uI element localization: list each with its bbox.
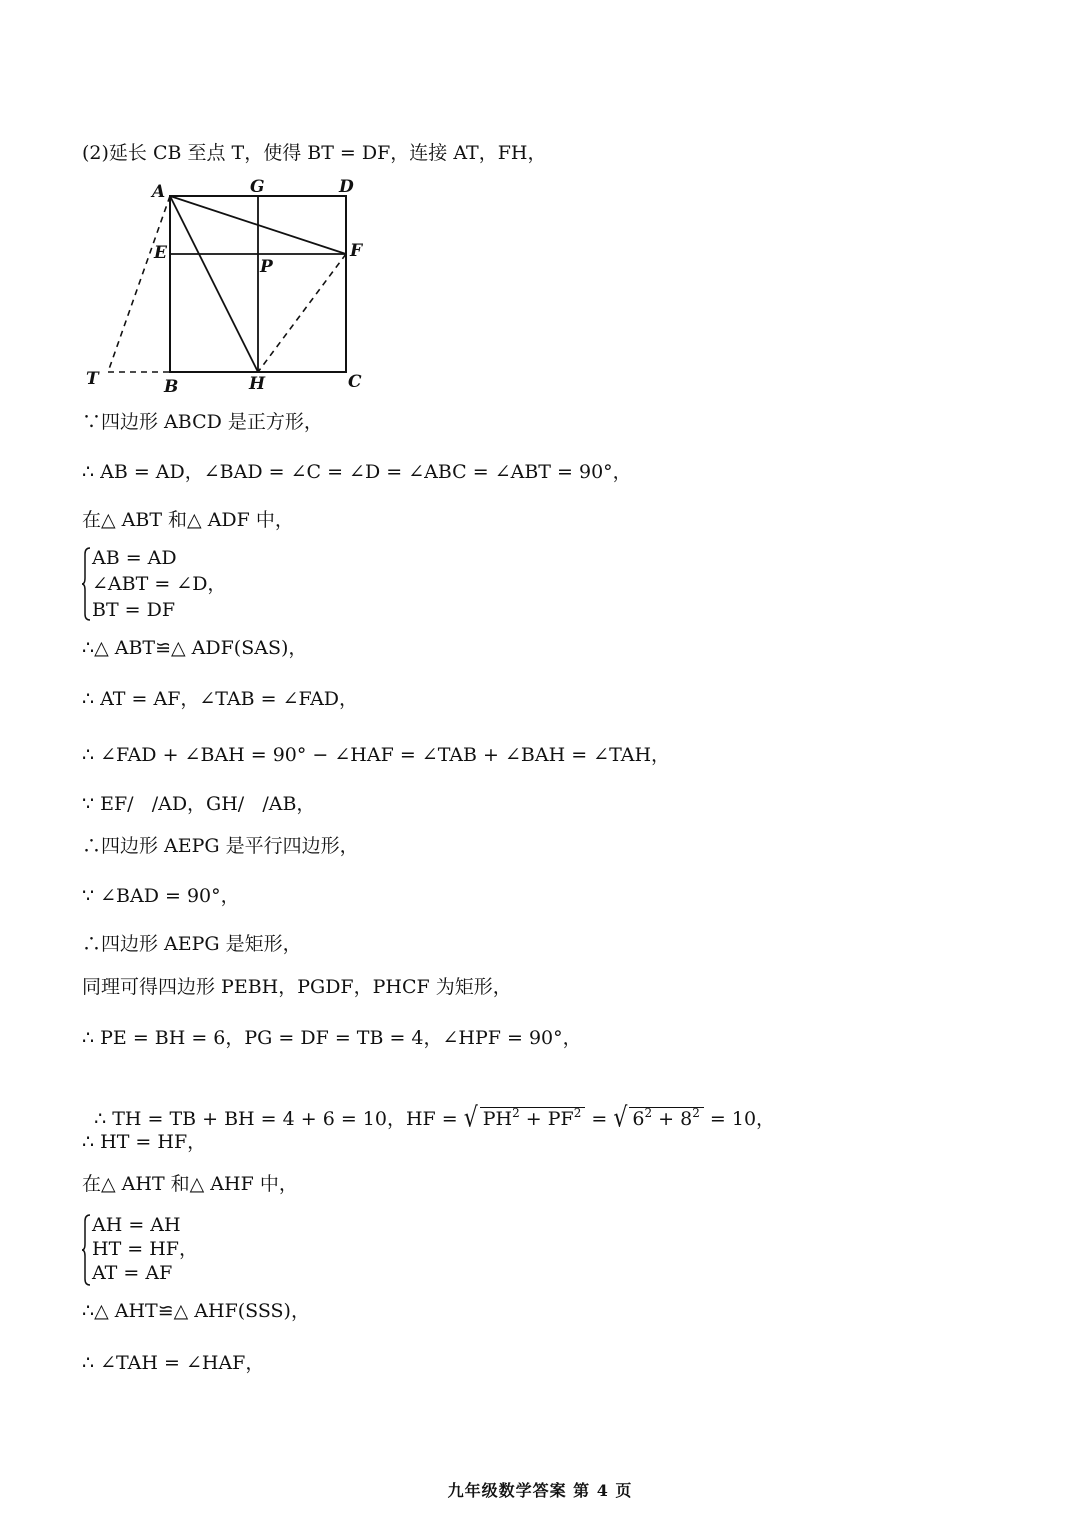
system1-row-3: BT = DF [92, 599, 176, 621]
radicand-2 [629, 1107, 703, 1130]
label-h: H [249, 374, 266, 394]
text-line-12: 同理可得四边形 PEBH，PGDF，PHCF 为矩形， [82, 976, 512, 998]
text-line-16: 在△ AHT 和△ AHF 中， [82, 1173, 298, 1195]
text-line-5: ∴△ ABT≌△ ADF(SAS)， [82, 637, 308, 659]
text-line-11: ∴四边形 AEPG 是矩形， [82, 933, 302, 955]
text-line-15: ∴ HT = HF， [82, 1131, 207, 1153]
segment-at-dashed [108, 196, 170, 372]
text-line-2: ∵四边形 ABCD 是正方形， [82, 411, 323, 433]
rad2-exp-a: 2 [644, 1106, 653, 1120]
rad1-base-a: PH [482, 1108, 513, 1130]
text-line-18: ∴ ∠TAH = ∠HAF， [82, 1352, 265, 1374]
text-line-7: ∴ ∠FAD + ∠BAH = 90° − ∠HAF = ∠TAB + ∠BAH = ∠TAH， [82, 744, 671, 766]
segment-ah [170, 196, 258, 372]
text-line-10: ∵ ∠BAD = 90°， [82, 885, 240, 907]
geometry-figure [82, 172, 382, 402]
text-line-8: ∵ EF/ /AD，GH/ /AB， [82, 793, 316, 815]
text-line-13: ∴ PE = BH = 6，PG = DF = TB = 4，∠HPF = 90°， [82, 1027, 582, 1049]
system2-row-3: AT = AF [92, 1262, 173, 1284]
label-d: D [339, 177, 354, 197]
rad1-exp-a: 2 [512, 1106, 520, 1120]
label-c: C [348, 372, 362, 392]
text-line-14 [82, 1083, 776, 1134]
text-line-4: 在△ ABT 和△ ADF 中， [82, 509, 294, 531]
rad1-exp-b: 2 [573, 1106, 582, 1120]
text-line-17: ∴△ AHT≌△ AHF(SSS)， [82, 1300, 310, 1322]
label-g: G [250, 177, 265, 197]
rad2-plus: + 8 [652, 1108, 693, 1130]
l14-eq: = [585, 1108, 614, 1130]
left-brace-icon [82, 546, 91, 622]
page-footer: 九年级数学答案 第 4 页 [447, 1481, 633, 1500]
system1-row-1: AB = AD [92, 547, 177, 569]
l14-suffix: = 10， [703, 1108, 776, 1130]
system1-row-2: ∠ABT = ∠D， [92, 573, 227, 595]
rad1-plus: + PF [519, 1108, 574, 1130]
text-line-3: ∴ AB = AD，∠BAD = ∠C = ∠D = ∠ABC = ∠ABT = 90°， [82, 461, 632, 483]
system2-row-1: AH = AH [92, 1214, 181, 1236]
sqrt-icon-2: √ [613, 1102, 628, 1134]
label-p: P [260, 257, 273, 277]
rad2-exp-b: 2 [692, 1106, 700, 1120]
text-line-6: ∴ AT = AF，∠TAB = ∠FAD， [82, 688, 359, 710]
l14-prefix: ∴ TH = TB + BH = 4 + 6 = 10，HF = [94, 1108, 464, 1130]
label-a: A [152, 182, 166, 202]
text-line-1: (2)延长 CB 至点 T，使得 BT = DF，连接 AT，FH， [82, 142, 547, 164]
left-brace-icon-2 [82, 1213, 91, 1287]
label-f: F [350, 241, 363, 261]
label-b: B [164, 377, 179, 397]
rad2-base-a: 6 [632, 1108, 645, 1130]
label-e: E [154, 243, 167, 263]
sqrt-icon: √ [463, 1102, 478, 1134]
label-t: T [86, 369, 99, 389]
system2-row-2: HT = HF， [92, 1238, 198, 1260]
radicand-1 [480, 1107, 586, 1130]
text-line-9: ∴四边形 AEPG 是平行四边形， [82, 835, 359, 857]
